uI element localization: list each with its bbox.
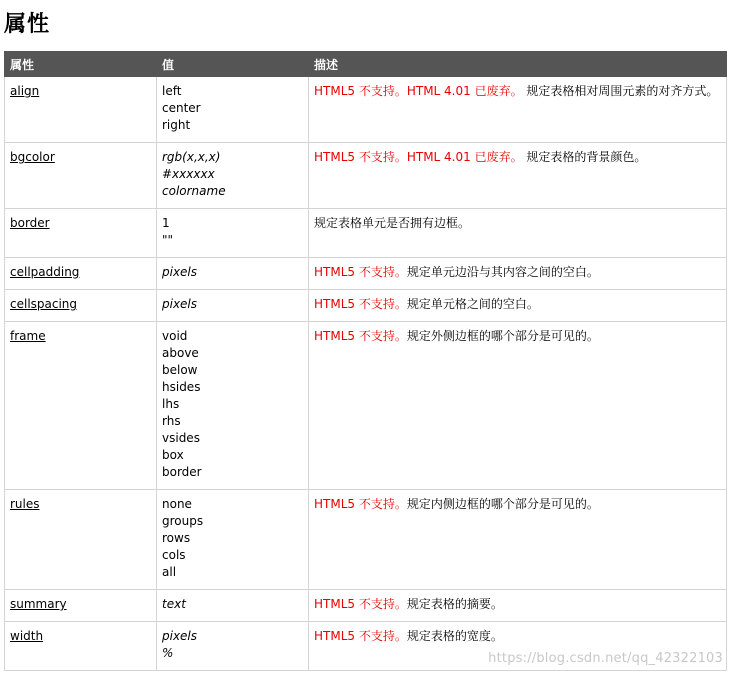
value-option: colorname [162,184,226,198]
table-row-bgcolor [5,143,727,209]
value-option: right [162,118,191,132]
values-cell [157,143,309,209]
support-warning: HTML5 不支持。 [314,297,407,311]
value-option: groups [162,514,204,528]
support-warning: HTML5 不支持。 [314,265,407,279]
table-row-border [5,209,727,258]
attribute-cell [5,290,157,322]
table-row-summary [5,590,727,622]
description-cell [309,322,727,490]
value-option: text [162,597,186,611]
value-option: % [162,646,174,660]
table-body [5,77,727,671]
description-cell [309,209,727,258]
values-cell [157,290,309,322]
page-title: 属性 [4,12,51,37]
description-text: 规定表格的摘要。 [406,597,503,611]
value-option: below [162,363,198,377]
column-header-value: 值 [157,52,309,77]
attribute-cell [5,622,157,671]
support-warning: HTML5 不支持。 [314,629,407,643]
attribute-link-cellpadding[interactable]: cellpadding [10,265,80,279]
value-option: left [162,84,182,98]
support-warning: HTML5 不支持。HTML 4.01 已废弃。 [314,84,523,98]
attributes-table [4,51,727,671]
support-warning: HTML5 不支持。 [314,597,407,611]
value-option: #xxxxxx [162,167,215,181]
description-text: 规定表格单元是否拥有边框。 [314,216,471,230]
description-text: 规定表格相对周围元素的对齐方式。 [522,84,719,98]
description-text: 规定外侧边框的哪个部分是可见的。 [406,329,599,343]
value-option: above [162,346,199,360]
value-option: pixels [162,265,198,279]
attribute-link-cellspacing[interactable]: cellspacing [10,297,78,311]
value-option: border [162,465,202,479]
attribute-cell [5,322,157,490]
value-option: void [162,329,188,343]
attribute-cell [5,258,157,290]
values-cell [157,322,309,490]
support-warning: HTML5 不支持。 [314,497,407,511]
value-option: rhs [162,414,181,428]
value-option: center [162,101,201,115]
values-cell [157,258,309,290]
description-text: 规定表格的背景颜色。 [522,150,647,164]
attribute-cell [5,77,157,143]
table-row-rules [5,490,727,590]
table-row-frame [5,322,727,490]
column-header-attribute: 属性 [5,52,157,77]
values-cell [157,77,309,143]
support-warning: HTML5 不支持。HTML 4.01 已废弃。 [314,150,523,164]
attribute-cell [5,590,157,622]
attribute-cell [5,490,157,590]
attribute-link-rules[interactable]: rules [10,497,40,511]
attribute-cell [5,143,157,209]
values-cell [157,209,309,258]
attribute-cell [5,209,157,258]
description-text: 规定表格的宽度。 [406,629,503,643]
value-option: "" [162,233,174,247]
values-cell [157,490,309,590]
description-text: 规定单元格之间的空白。 [406,297,539,311]
attribute-link-border[interactable]: border [10,216,50,230]
support-warning: HTML5 不支持。 [314,329,407,343]
value-option: box [162,448,184,462]
value-option: cols [162,548,186,562]
values-cell [157,590,309,622]
description-cell [309,143,727,209]
watermark: https://blog.csdn.net/qq_42322103 [488,651,723,666]
description-cell [309,77,727,143]
value-option: pixels [162,629,198,643]
value-option: hsides [162,380,201,394]
values-cell [157,622,309,671]
table-row-cellspacing [5,290,727,322]
description-text: 规定内侧边框的哪个部分是可见的。 [406,497,599,511]
value-option: none [162,497,192,511]
column-header-description: 描述 [309,52,727,77]
attribute-link-align[interactable]: align [10,84,40,98]
description-cell [309,258,727,290]
attribute-link-bgcolor[interactable]: bgcolor [10,150,55,164]
value-option: 1 [162,216,170,230]
value-option: rgb(x,x,x) [162,150,221,164]
attribute-link-width[interactable]: width [10,629,44,643]
value-option: all [162,565,177,579]
description-cell [309,290,727,322]
value-option: vsides [162,431,200,445]
table-row-align [5,77,727,143]
description-text: 规定单元边沿与其内容之间的空白。 [406,265,599,279]
table-row-cellpadding [5,258,727,290]
attribute-link-summary[interactable]: summary [10,597,67,611]
description-cell [309,490,727,590]
description-cell [309,590,727,622]
table-header-row [5,52,727,77]
attribute-link-frame[interactable]: frame [10,329,46,343]
value-option: pixels [162,297,198,311]
value-option: rows [162,531,191,545]
value-option: lhs [162,397,180,411]
